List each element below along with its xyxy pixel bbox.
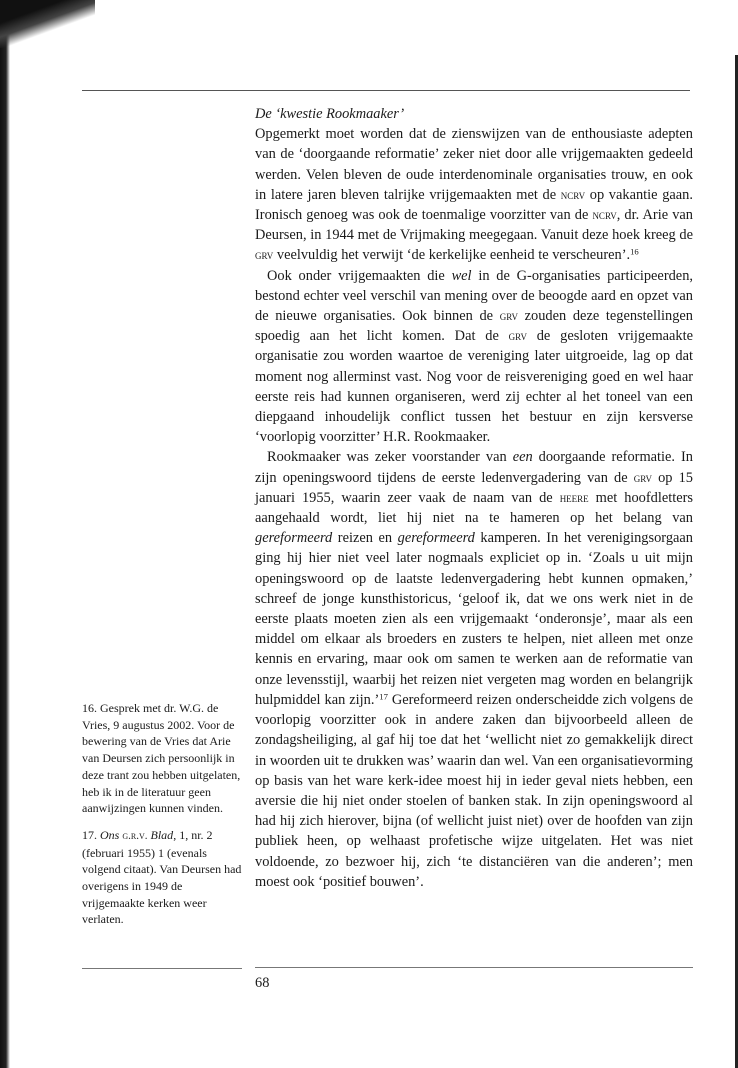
text-run: doorgaande reformatie. In zijn openingswoord tijdens de eerste ledenvergadering van de xyxy=(255,449,693,486)
section-heading: De ‘kwestie Rookmaaker’ xyxy=(255,106,405,122)
text-run: 16. Gesprek met dr. W.G. de Vries, 9 augustus 2002. Voor de bewering van de Vries dat Arie van Deursen zich persoonlijk in deze trant zou hebben uitgelaten, heb ik in de literatuur geen aanwijzingen kunnen vinden. xyxy=(82,701,241,816)
paragraph xyxy=(255,266,693,448)
scan-left-edge xyxy=(0,0,10,1068)
text-run: veelvuldig het verwijt ‘de kerkelijke eenheid te verscheuren’. xyxy=(273,247,631,264)
small-caps-run: grv xyxy=(499,308,518,324)
footer-rule xyxy=(255,967,693,968)
italic-run: gereformeerd xyxy=(255,530,333,547)
footnote-ref: 16 xyxy=(630,246,639,257)
small-caps-run: grv xyxy=(633,469,652,485)
text-run: Gereformeerd reizen onderscheidde zich volgens de voorlopig voorzitter ook in andere zaken dan bijvoorbeeld alleen de zondagsheiliging, al gaf hij toe dat het ‘wellicht niet zo gemakkelijk direct in woorden uit te drukken was’ waarin dan wel. Van een organisatievorming op basis van het ware kerk-idee moest hij in ieder geval niets hebben, een aversie die hij niet onder stoelen of banken stak. In zijn openingswoord al had hij zich hierover, bijna (of wellicht juist niet) over de hoofden van zijn publiek heen, op welhaast profetische wijze uitgelaten. Het was niet voldoende, zo bezwoer hij, zich ‘te distanciëren van die anderen’; men moest ook ‘positief bouwen’. xyxy=(255,691,693,890)
small-caps-run: g.r.v. xyxy=(122,829,148,842)
main-text-column xyxy=(255,104,693,892)
text-run: reizen en xyxy=(332,530,398,547)
small-caps-run: grv xyxy=(255,247,274,263)
footnote-16 xyxy=(82,700,242,817)
scan-corner-shadow xyxy=(0,0,95,48)
text-run: , dr. Arie van Deursen, in 1944 met de Vrijmaking meegegaan. Vanuit deze hoek kreeg de xyxy=(255,207,693,244)
italic-run: Ons xyxy=(100,827,120,842)
footnote-ref: 17 xyxy=(379,691,388,702)
text-run: Ook onder vrijgemaakten die xyxy=(267,267,452,284)
text-run: op 15 januari 1955, waarin zeer vaak de naam van de xyxy=(255,469,693,506)
text-run: zouden deze tegenstellingen spoedig aan het licht komen. Dat de xyxy=(255,308,693,345)
text-run: de gesloten vrijgemaakte organisatie zou worden waartoe de vereniging later uitgroeide, lag op dat moment nog allerminst vast. Nog voor de reisvereniging goed en wel haar eerste reis had kunnen organiseren, werd zij echter al het toneel van een diepgaand inhoudelijk conflict tussen het bestuur en zijn kersverse ‘voorlopig voorzitter’ H.R. Rookmaaker. xyxy=(255,328,694,446)
paragraph xyxy=(255,447,693,891)
text-run: 17. xyxy=(82,827,100,842)
small-caps-run: ncrv xyxy=(592,207,617,223)
small-caps-run: grv xyxy=(508,328,527,344)
small-caps-run: ncrv xyxy=(560,186,586,202)
italic-run: wel xyxy=(451,267,472,284)
small-caps-run: heere xyxy=(559,489,589,505)
page-number: 68 xyxy=(255,975,270,991)
paragraph xyxy=(255,124,693,265)
text-run: Rookmaaker was zeker voorstander van xyxy=(267,449,513,466)
text-run: , 1, nr. 2 (februari 1955) 1 (evenals volgend citaat). Van Deursen had overigens in 1949 de vrijgemaakte kerken weer verlaten. xyxy=(82,827,242,927)
text-run: Opgemerkt moet worden dat de zienswijzen van de enthousiaste adepten van de ‘doorgaande reformatie’ zeker niet door alle vrijgemaakten gedeeld werden. Velen bleven de oude interdenominale organisaties trouw, en ook in latere jaren bleven talrijke vrijgemaakten met de xyxy=(255,126,693,203)
text-run: met hoofdletters aangehaald wordt, liet hij niet na te hameren op het belang van xyxy=(255,489,693,527)
text-run: in de G-organisaties participeerden, bestond echter veel verschil van mening over de beoogde aard en opzet van de nieuwe organisaties. Ook binnen de xyxy=(255,267,693,325)
footnote-rule xyxy=(82,968,242,969)
header-rule xyxy=(82,90,690,91)
text-run: op vakantie gaan. Ironisch genoeg was ook de toenmalige voorzitter van de xyxy=(255,186,693,224)
italic-run: Blad xyxy=(150,827,174,842)
italic-run: een xyxy=(512,449,533,466)
footnote-17 xyxy=(82,827,242,928)
text-run: kamperen. In het verenigingsorgaan ging hij hier niet veel later nogmaals expliciet op in. ‘Zoals u uit mijn openingswoord op de laatste ledenvergadering hebt kunnen opmaken,’ schreef de jonge kunsthistoricus, ‘geloof ik, dat we ons werk niet in de eerste plaats moeten zien als een vrijgemaakt ‘onderonsje’, maar als een middel om elkaar als broeders en zusters te helpen, niet alleen met onze kennis en ervaring, maar ook om samen te werken aan de reformatie van onze levensstijl, waarbij het reizen niet vergeten mag worden en belangrijk hulpmiddel kan zijn.’ xyxy=(255,530,693,708)
footnotes-column xyxy=(82,700,242,938)
italic-run: gereformeerd xyxy=(397,530,475,547)
